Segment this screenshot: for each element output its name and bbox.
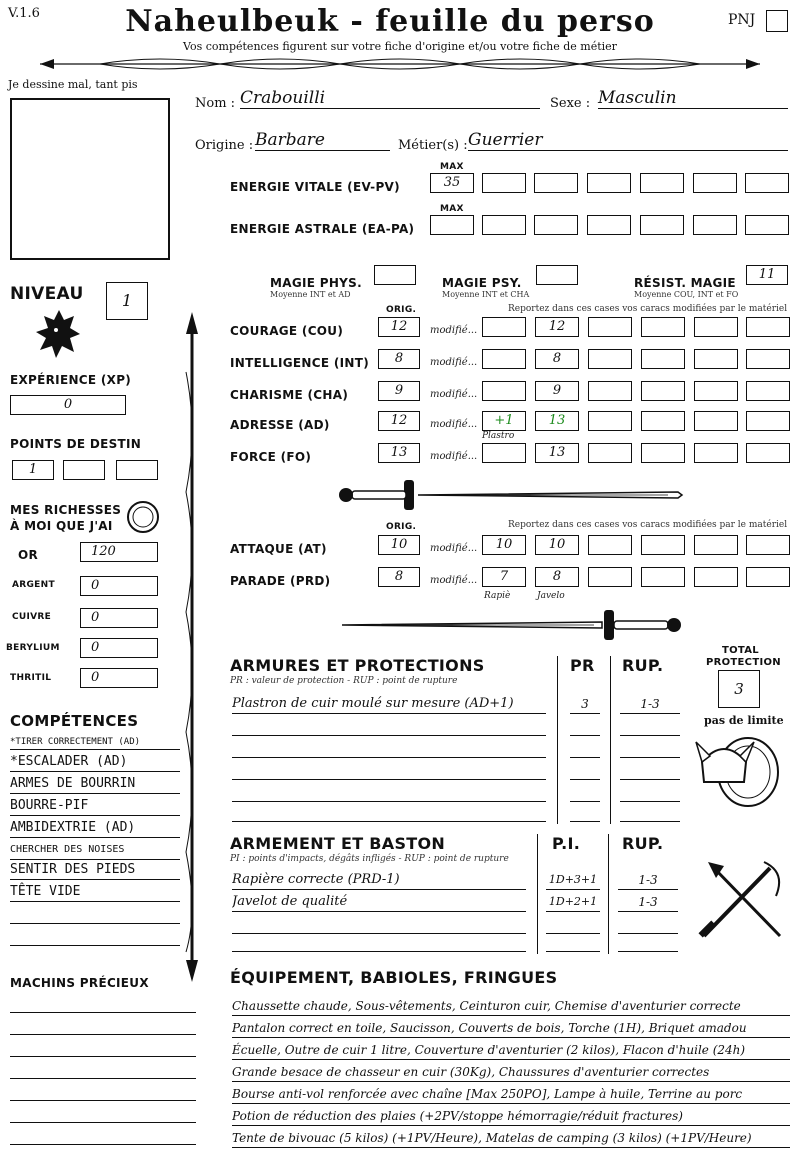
origine-label: Origine : [195,138,254,153]
ev-max-label: MAX [440,162,464,172]
ea-max-label: MAX [440,204,464,214]
ev-box[interactable] [534,173,578,193]
equipment-item[interactable]: Potion de réduction des plaies (+2PV/stoppe hémorragie/réduit fractures) [232,1106,790,1126]
stat-mod-box[interactable] [641,317,685,337]
magie-phys-label: MAGIE PHYS. [270,276,362,290]
stat-mod-box[interactable] [482,349,526,369]
stat-mod-box[interactable] [746,349,790,369]
weapon-row-pi[interactable]: 1D+2+1 [546,892,600,912]
precious-line[interactable] [10,1144,196,1145]
weapon-row-name[interactable]: Javelot de qualité [232,892,526,912]
currency-box-cuivre[interactable]: 0 [80,608,158,628]
origine-field[interactable]: Barbare [255,130,390,151]
stat-label-int: INTELLIGENCE (INT) [230,356,369,370]
currency-box-argent[interactable]: 0 [80,576,158,596]
combat-mod-box[interactable]: 8 [535,567,579,587]
combat-mod-box[interactable]: 7 [482,567,526,587]
stat-mod-box[interactable] [746,443,790,463]
ev-box[interactable] [482,173,526,193]
weapons-col-divider [608,834,609,954]
stat-mod-box[interactable] [588,381,632,401]
stat-orig-box[interactable]: 9 [378,381,420,401]
weapon-row-pi[interactable] [546,914,600,934]
armor-row-pr[interactable]: 3 [570,694,600,714]
stat-mod-box[interactable] [694,349,738,369]
portrait-caption: Je dessine mal, tant pis [8,78,138,91]
armor-row-name[interactable]: Plastron de cuir moulé sur mesure (AD+1) [232,694,546,714]
weapon-row-name[interactable]: Rapière correcte (PRD-1) [232,870,526,890]
weapons-col-divider [537,834,538,954]
stat-mod-box[interactable]: 9 [535,381,579,401]
ea-box[interactable] [640,215,684,235]
combat-mod-box[interactable] [694,535,738,555]
currency-box-or[interactable]: 120 [80,542,158,562]
stat-mod-box[interactable] [746,317,790,337]
sheet-title: Naheulbeuk - feuille du perso [125,4,655,39]
coin-icon [126,500,160,534]
armor-row-rup[interactable] [620,782,680,802]
riches-label-2: À MOI QUE J'AI [10,519,113,533]
resist-magie-label: RÉSIST. MAGIE [634,276,736,290]
ev-box[interactable] [693,173,737,193]
stat-label-ad: ADRESSE (AD) [230,418,330,432]
ea-max-box[interactable] [430,215,474,235]
pnj-label: PNJ [728,12,756,28]
riches-label: MES RICHESSES [10,503,122,517]
skill-item[interactable] [10,926,180,946]
ea-box[interactable] [587,215,631,235]
combat-orig-box[interactable]: 8 [378,567,420,587]
combat-orig-label: ORIG. [386,522,417,532]
destin-label: POINTS DE DESTIN [10,437,142,451]
modif-label: modifié... [430,325,478,336]
spear-ornament [180,312,204,982]
stat-orig-box[interactable]: 12 [378,317,420,337]
stat-mod-box[interactable] [641,443,685,463]
xp-box[interactable]: 0 [10,395,126,415]
skill-item[interactable]: AMBIDEXTRIE (AD) [10,818,180,838]
magie-psy-label: MAGIE PSY. [442,276,522,290]
sword-icon [338,478,684,512]
ev-box[interactable] [640,173,684,193]
weapons-col-rup: RUP. [622,834,664,853]
armor-row-pr[interactable] [570,716,600,736]
skill-item[interactable]: *ESCALADER (AD) [10,752,180,772]
niveau-box[interactable]: 1 [106,282,148,320]
combat-mod-box[interactable] [588,535,632,555]
armor-title: ARMURES ET PROTECTIONS [230,656,485,675]
stat-mod-box[interactable] [694,317,738,337]
stat-mod-box[interactable] [746,411,790,431]
stat-mod-box[interactable]: 13 [535,443,579,463]
weapon-row-name[interactable] [232,914,526,934]
skill-item[interactable]: ARMES DE BOURRIN [10,774,180,794]
equipment-title: ÉQUIPEMENT, BABIOLES, FRINGUES [230,968,558,987]
weapon-row-rup[interactable] [618,914,678,934]
stat-mod-box[interactable]: 13 [535,411,579,431]
magie-phys-sub: Moyenne INT et AD [270,290,351,299]
total-protection-box[interactable]: 3 [718,670,760,708]
equipment-item[interactable]: Chaussette chaude, Sous-vêtements, Ceinturon cuir, Chemise d'aventurier correcte [232,996,790,1016]
skill-item[interactable]: TÊTE VIDE [10,882,180,902]
equipment-item[interactable]: Grande besace de chasseur en cuir (30Kg), Chaussures d'aventurier correctes [232,1062,790,1082]
magie-psy-box[interactable] [536,265,578,285]
stats-orig-label: ORIG. [386,305,417,315]
armor-row-name[interactable] [232,802,546,822]
combat-label-prd: PARADE (PRD) [230,574,331,588]
weapon-row-name[interactable] [232,932,526,952]
armor-col-divider [610,656,611,824]
combat-mod-box[interactable] [746,535,790,555]
armor-row-name[interactable] [232,738,546,758]
title-ornament [40,54,760,74]
stat-mod-box[interactable] [588,443,632,463]
ev-box[interactable] [587,173,631,193]
stat-orig-box[interactable]: 8 [378,349,420,369]
stat-mod-box[interactable] [482,317,526,337]
ea-box[interactable] [534,215,578,235]
weapon-row-rup[interactable]: 1-3 [618,892,678,912]
sexe-field[interactable]: Masculin [598,88,788,109]
combat-note: Reportez dans ces cases vos caracs modifiées par le matériel [508,520,788,530]
ea-box[interactable] [745,215,789,235]
combat-mod-box[interactable] [641,567,685,587]
stat-mod-box[interactable] [746,381,790,401]
weapon-row-rup[interactable] [618,932,678,952]
skills-title: COMPÉTENCES [10,712,139,730]
stat-mod-box[interactable] [588,317,632,337]
crossed-weapons-icon [694,856,790,946]
total-protection-label: TOTAL [722,645,759,656]
stat-label-cou: COURAGE (COU) [230,324,344,338]
sheet-subtitle: Vos compétences figurent sur votre fiche d'origine et/ou votre fiche de métier [183,40,617,53]
stat-mod-box[interactable]: +1 [482,411,526,431]
destin-box[interactable]: 1 [12,460,54,480]
equipment-item[interactable]: Pantalon correct en toile, Saucisson, Couverts de bois, Torche (1H), Briquet amadou [232,1018,790,1038]
stat-mod-box[interactable] [482,381,526,401]
armor-col-rup: RUP. [622,656,664,675]
stats-note: Reportez dans ces cases vos caracs modifiées par le matériel [508,304,788,314]
weapons-title: ARMEMENT ET BASTON [230,834,446,853]
armor-row-rup[interactable]: 1-3 [620,694,680,714]
armor-col-divider [557,656,558,824]
sword-icon [338,608,684,642]
modif-label: modifié... [430,389,478,400]
modif-label: modifié... [430,543,478,554]
stat-mod-box[interactable] [694,443,738,463]
ev-box[interactable] [745,173,789,193]
armor-row-rup[interactable] [620,738,680,758]
metier-label: Métier(s) : [398,138,468,153]
armor-row-name[interactable] [232,716,546,736]
skill-item[interactable]: SENTIR DES PIEDS [10,860,180,880]
armor-row-rup[interactable] [620,716,680,736]
skill-item[interactable]: BOURRE-PIF [10,796,180,816]
armor-row-rup[interactable] [620,802,680,822]
modif-label: modifié... [430,575,478,586]
currency-label-thritil: THRITIL [10,673,52,683]
modif-label: modifié... [430,451,478,462]
currency-box-thritil[interactable]: 0 [80,668,158,688]
precious-line[interactable] [10,1078,196,1079]
armor-row-pr[interactable] [570,802,600,822]
precious-title: MACHINS PRÉCIEUX [10,976,149,990]
helmet-shield-icon [694,726,784,812]
stat-mod-box[interactable] [588,411,632,431]
nom-field[interactable]: Crabouilli [240,88,540,109]
stat-mod-box[interactable] [694,411,738,431]
magie-phys-box[interactable] [374,265,416,285]
currency-label-cuivre: CUIVRE [12,612,52,622]
skill-item[interactable]: CHERCHER DES NOISES [10,840,180,860]
pnj-checkbox[interactable] [766,10,788,32]
currency-label-or: OR [18,548,39,562]
stat-label-fo: FORCE (FO) [230,450,312,464]
armor-col-pr: PR [570,656,595,675]
combat-mod-box[interactable]: 10 [535,535,579,555]
ev-label: ENERGIE VITALE (EV-PV) [230,180,400,194]
ea-box[interactable] [482,215,526,235]
stat-orig-box[interactable]: 13 [378,443,420,463]
equipment-item[interactable]: Tente de bivouac (5 kilos) (+1PV/Heure), Matelas de camping (3 kilos) (+1PV/Heure) [232,1128,790,1148]
ad-mod-caption: Plastro [482,431,515,441]
dragon-icon [34,306,84,362]
combat-mod-box[interactable] [588,567,632,587]
armor-row-name[interactable] [232,760,546,780]
combat-mod-box[interactable] [694,567,738,587]
equipment-item[interactable]: Bourse anti-vol renforcée avec chaîne [Max 250PO], Lampe à huile, Terrine au porc [232,1084,790,1104]
modif-label: modifié... [430,357,478,368]
stat-mod-box[interactable] [641,381,685,401]
precious-line[interactable] [10,1034,196,1035]
stat-mod-box[interactable] [641,349,685,369]
metier-field[interactable]: Guerrier [468,130,788,151]
armor-row-pr[interactable] [570,782,600,802]
stat-mod-box[interactable]: 12 [535,317,579,337]
armor-row-name[interactable] [232,782,546,802]
combat-mod-box[interactable] [641,535,685,555]
magie-psy-sub: Moyenne INT et CHA [442,290,530,299]
weapon-row-pi[interactable] [546,932,600,952]
skill-item[interactable]: *TIRER CORRECTEMENT (AD) [10,734,180,750]
ea-box[interactable] [693,215,737,235]
niveau-label: NIVEAU [10,284,84,304]
stat-orig-box[interactable]: 12 [378,411,420,431]
combat-orig-box[interactable]: 10 [378,535,420,555]
currency-label-argent: ARGENT [12,580,55,590]
sexe-label: Sexe : [550,96,591,111]
stat-mod-box[interactable]: 8 [535,349,579,369]
stat-mod-box[interactable] [482,443,526,463]
version-label: V.1.6 [8,6,40,21]
portrait-box[interactable] [10,98,170,260]
total-protection-label-2: PROTECTION [706,657,781,668]
precious-line[interactable] [10,1012,196,1013]
stat-label-cha: CHARISME (CHA) [230,388,349,402]
precious-line[interactable] [10,1056,196,1057]
currency-box-berylium[interactable]: 0 [80,638,158,658]
combat-caption: Rapiè [484,591,511,601]
modif-label: modifié... [430,419,478,430]
xp-label: EXPÉRIENCE (XP) [10,373,132,387]
resist-magie-box[interactable]: 11 [746,265,788,285]
combat-label-at: ATTAQUE (AT) [230,542,327,556]
resist-magie-sub: Moyenne COU, INT et FO [634,290,739,299]
stat-mod-box[interactable] [641,411,685,431]
destin-box[interactable] [116,460,158,480]
destin-box[interactable] [63,460,105,480]
combat-caption: Javelo [537,591,565,601]
armor-row-rup[interactable] [620,760,680,780]
precious-line[interactable] [10,1100,196,1101]
stat-mod-box[interactable] [694,381,738,401]
combat-mod-box[interactable] [746,567,790,587]
equipment-item[interactable]: Écuelle, Outre de cuir 1 litre, Couverture d'aventurier (2 kilos), Flacon d'huile (24h) [232,1040,790,1060]
currency-label-berylium: BERYLIUM [6,643,60,653]
ea-label: ENERGIE ASTRALE (EA-PA) [230,222,415,236]
nom-label: Nom : [195,96,236,111]
weapon-row-rup[interactable]: 1-3 [618,870,678,890]
weapon-row-pi[interactable]: 1D+3+1 [546,870,600,890]
stat-mod-box[interactable] [588,349,632,369]
no-limit-label: pas de limite [704,714,784,727]
weapons-col-pi: P.I. [552,834,581,853]
weapons-sub: PI : points d'impacts, dégâts infligés - RUP : point de rupture [230,854,509,864]
armor-sub: PR : valeur de protection - RUP : point de rupture [230,676,458,686]
armor-row-pr[interactable] [570,760,600,780]
precious-line[interactable] [10,1122,196,1123]
armor-row-pr[interactable] [570,738,600,758]
skill-item[interactable] [10,904,180,924]
ev-max-box[interactable]: 35 [430,173,474,193]
combat-mod-box[interactable]: 10 [482,535,526,555]
